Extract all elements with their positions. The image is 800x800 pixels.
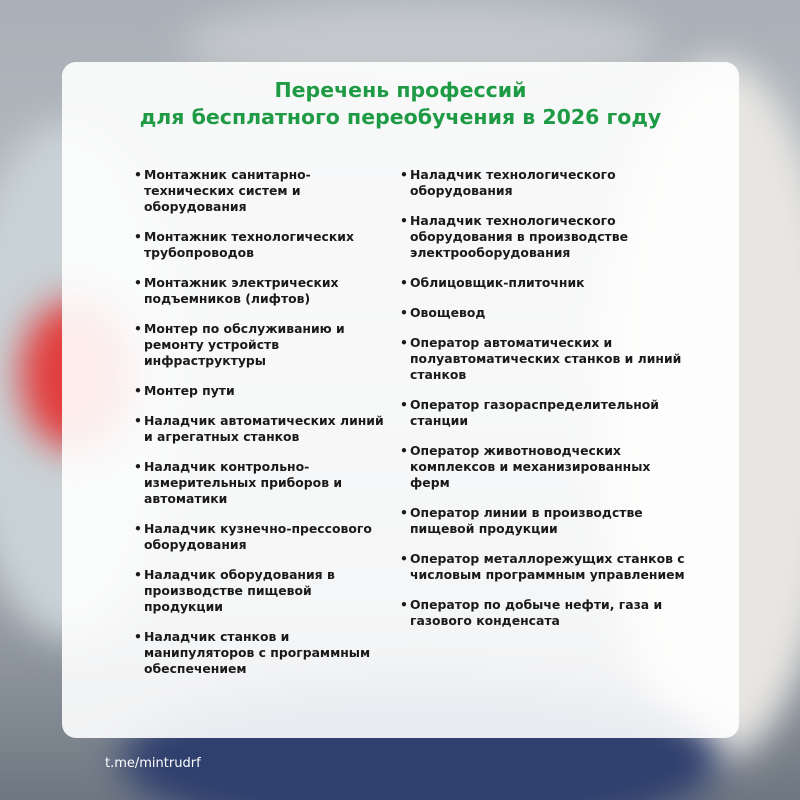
list-item <box>400 505 690 537</box>
list-item <box>134 383 386 399</box>
bullet-icon: • <box>400 167 408 182</box>
profession-name: Наладчик автоматических линий и агрегатных станков <box>144 413 384 444</box>
bullet-icon: • <box>400 597 408 612</box>
list-item <box>134 275 386 307</box>
profession-list-card <box>62 62 739 738</box>
bullet-icon: • <box>400 551 408 566</box>
bullet-icon: • <box>400 443 408 458</box>
profession-name: Монтажник санитарно-технических систем и оборудования <box>144 167 311 214</box>
right-profession-list <box>400 167 690 643</box>
profession-name: Монтажник электрических подъемников (лифтов) <box>144 275 339 306</box>
list-item <box>400 551 690 583</box>
profession-name: Наладчик контрольно-измерительных приборов и автоматики <box>144 459 343 506</box>
bullet-icon: • <box>400 213 408 228</box>
title-line-2: для бесплатного переобучения в 2026 году <box>139 105 662 129</box>
bullet-icon: • <box>134 229 142 244</box>
list-item <box>134 459 386 507</box>
list-item <box>400 167 690 199</box>
bullet-icon: • <box>134 275 142 290</box>
bullet-icon: • <box>400 397 408 412</box>
list-item <box>134 521 386 553</box>
profession-name: Наладчик оборудования в производстве пищевой продукции <box>144 567 335 614</box>
bullet-icon: • <box>400 305 408 320</box>
bullet-icon: • <box>134 167 142 182</box>
bullet-icon: • <box>134 567 142 582</box>
list-item <box>134 413 386 445</box>
bullet-icon: • <box>134 321 142 336</box>
title-line-1: Перечень профессий <box>274 78 527 102</box>
channel-link[interactable]: t.me/mintrudrf <box>105 756 201 771</box>
page-title <box>62 77 739 131</box>
profession-name: Оператор металлорежущих станков с числовым программным управлением <box>410 551 685 582</box>
bullet-icon: • <box>134 459 142 474</box>
profession-name: Оператор линии в производстве пищевой продукции <box>410 505 643 536</box>
list-item <box>400 275 690 291</box>
profession-name: Оператор по добыче нефти, газа и газового конденсата <box>410 597 663 628</box>
profession-name: Облицовщик-плиточник <box>410 275 585 290</box>
profession-name: Монтер по обслуживанию и ремонту устройств инфраструктуры <box>144 321 345 368</box>
list-item <box>134 567 386 615</box>
bullet-icon: • <box>134 629 142 644</box>
list-item <box>134 167 386 215</box>
list-item <box>134 229 386 261</box>
list-item <box>400 597 690 629</box>
bullet-icon: • <box>134 383 142 398</box>
bullet-icon: • <box>134 413 142 428</box>
profession-name: Наладчик технологического оборудования в производстве электрооборудования <box>410 213 628 260</box>
list-item <box>400 213 690 261</box>
bullet-icon: • <box>400 335 408 350</box>
left-profession-list <box>134 167 386 691</box>
bullet-icon: • <box>400 275 408 290</box>
profession-name: Наладчик станков и манипуляторов с программным обеспечением <box>144 629 371 676</box>
list-item <box>400 335 690 383</box>
bullet-icon: • <box>134 521 142 536</box>
list-item <box>400 305 690 321</box>
profession-name: Монтажник технологических трубопроводов <box>144 229 354 260</box>
bullet-icon: • <box>400 505 408 520</box>
list-item <box>134 321 386 369</box>
profession-name: Оператор автоматических и полуавтоматических станков и линий станков <box>410 335 682 382</box>
profession-name: Оператор газораспределительной станции <box>410 397 659 428</box>
profession-name: Монтер пути <box>144 383 235 398</box>
profession-name: Наладчик технологического оборудования <box>410 167 616 198</box>
profession-name: Оператор животноводческих комплексов и механизированных ферм <box>410 443 651 490</box>
profession-name: Овощевод <box>410 305 486 320</box>
list-item <box>400 443 690 491</box>
list-item <box>134 629 386 677</box>
profession-name: Наладчик кузнечно-прессового оборудования <box>144 521 372 552</box>
list-item <box>400 397 690 429</box>
